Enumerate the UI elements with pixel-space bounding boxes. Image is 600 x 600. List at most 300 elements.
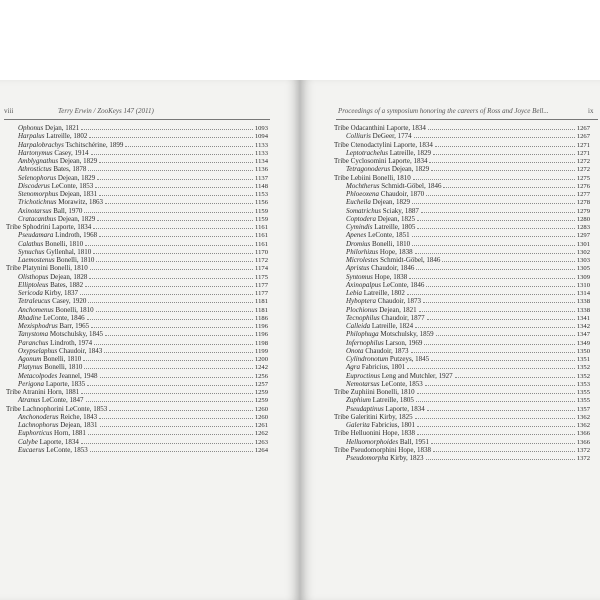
dot-leader: [89, 132, 252, 138]
toc-genus-name: Mochtherus: [346, 181, 380, 190]
dot-leader: [105, 198, 253, 204]
toc-page-number: 1279: [576, 207, 590, 215]
toc-entry-author: Ball, 1970: [53, 206, 83, 215]
toc-genus-entry: [0, 124, 268, 132]
toc-genus-entry: [334, 215, 590, 223]
toc-page-number: 1352: [576, 364, 590, 372]
toc-page-number: 1280: [576, 215, 590, 223]
dot-leader: [429, 157, 574, 163]
toc-entry-name: [334, 223, 415, 231]
toc-entry-author: Latreille, 1802: [363, 289, 405, 297]
dot-leader: [431, 355, 575, 361]
toc-genus-entry: [0, 157, 268, 165]
toc-genus-name: Trichotichnus: [18, 198, 57, 207]
toc-entry-author: Leng and Mutchler, 1927: [381, 371, 453, 380]
toc-entry-name: [334, 355, 429, 363]
toc-page-number: 1310: [576, 281, 590, 289]
dot-leader: [91, 149, 254, 155]
toc-tribe-entry: [334, 388, 590, 396]
toc-entry-author: Tribe Cyclosomini Laporte, 1834: [334, 157, 428, 165]
toc-entry-author: Tribe Zuphiini Bonelli, 1810: [334, 388, 415, 396]
dot-leader: [412, 240, 575, 246]
toc-genus-entry: [0, 322, 268, 330]
toc-genus-name: Euphorticus: [18, 429, 53, 438]
dot-leader: [415, 322, 575, 328]
dot-leader: [442, 256, 574, 262]
toc-entry-name: [0, 174, 95, 182]
right-running-header: Proceedings of a symposium honoring the careers of Ross and Joyce Bell...: [338, 107, 549, 115]
toc-entry-author: Morawitz, 1863: [58, 198, 103, 207]
toc-page-number: 1148: [255, 182, 268, 190]
left-toc-list: [0, 124, 268, 454]
toc-genus-entry: [0, 372, 268, 380]
toc-page-number: 1259: [254, 397, 268, 405]
toc-entry-name: [334, 141, 433, 149]
toc-entry-author: Dejan, 1821: [45, 124, 80, 132]
toc-entry-name: [334, 322, 413, 330]
toc-genus-entry: [0, 347, 268, 355]
toc-page-number: 1242: [254, 364, 268, 372]
toc-page-number: 1260: [254, 405, 268, 413]
toc-page-number: 1301: [576, 240, 590, 248]
toc-entry-name: [334, 314, 425, 322]
toc-page-number: 1161: [255, 240, 268, 248]
toc-genus-entry: [0, 174, 268, 182]
left-header-rule: [4, 119, 270, 120]
toc-genus-name: Hartonymus: [18, 148, 53, 157]
toc-page-number: 1133: [255, 149, 268, 157]
toc-genus-name: Pseudomorpha: [346, 454, 389, 462]
toc-entry-name: [334, 429, 415, 437]
toc-genus-name: Philophuga: [346, 330, 379, 339]
toc-entry-author: LeConte, 1851: [367, 231, 410, 240]
toc-genus-name: Cymindis: [346, 223, 373, 231]
dot-leader: [80, 289, 253, 295]
toc-genus-entry: [334, 297, 590, 305]
toc-entry-author: Chaudoir, 1843: [59, 346, 103, 355]
toc-entry-author: Tribe Lachnophorini LeConte, 1853: [6, 404, 108, 413]
toc-genus-name: Mexisphodrus: [18, 322, 58, 330]
toc-genus-name: Calybe: [18, 437, 38, 446]
dot-leader: [417, 421, 575, 427]
dot-leader: [416, 396, 575, 402]
toc-entry-author: LeConte, 1853: [381, 379, 423, 388]
toc-entry-name: [334, 182, 441, 190]
toc-page-number: 1303: [576, 257, 590, 264]
toc-entry-author: Chaudoir, 1846: [371, 264, 415, 273]
toc-entry-name: [0, 438, 79, 446]
toc-entry-name: [334, 149, 431, 157]
toc-entry-author: Dejean, 1828: [50, 272, 88, 281]
toc-entry-author: Chaudoir, 1877: [381, 313, 425, 322]
dot-leader: [93, 248, 253, 254]
toc-genus-name: Synuchus: [18, 247, 45, 256]
toc-entry-author: LeConte, 1846: [382, 280, 425, 289]
toc-genus-name: Infernophilus: [346, 338, 384, 347]
toc-page-number: 1161: [255, 224, 268, 231]
toc-entry-author: Gyllenhal, 1810: [46, 247, 92, 256]
toc-genus-entry: [334, 347, 590, 355]
toc-page-number: 1366: [576, 438, 590, 446]
toc-entry-name: [0, 413, 97, 421]
toc-entry-author: Lindroth, 1968: [55, 231, 98, 240]
toc-entry-name: [334, 438, 429, 446]
toc-genus-entry: [0, 273, 268, 281]
toc-page-number: 1347: [576, 331, 590, 339]
toc-genus-name: Pseudamara: [18, 231, 54, 240]
toc-genus-entry: [334, 306, 590, 314]
toc-genus-name: Selenophorus: [18, 173, 57, 182]
toc-page-number: 1133: [255, 141, 268, 149]
toc-genus-entry: [0, 289, 268, 297]
dot-leader: [435, 141, 575, 147]
toc-entry-name: [334, 174, 411, 182]
toc-entry-name: [334, 215, 415, 223]
toc-entry-name: [334, 132, 412, 140]
toc-genus-name: Harpalus: [18, 132, 45, 141]
toc-genus-entry: [0, 141, 268, 149]
toc-page-number: 1355: [576, 397, 590, 405]
toc-entry-name: [334, 396, 414, 404]
toc-genus-entry: [0, 314, 268, 322]
dot-leader: [428, 124, 575, 130]
dot-leader: [96, 256, 253, 262]
toc-genus-entry: [334, 454, 590, 462]
dot-leader: [125, 141, 253, 147]
toc-genus-entry: [0, 413, 268, 421]
right-toc-list: [334, 124, 590, 462]
toc-genus-entry: [0, 132, 268, 140]
toc-tribe-entry: [334, 124, 590, 132]
toc-entry-author: Fabricius, 1801: [371, 421, 416, 429]
dot-leader: [88, 297, 253, 303]
toc-genus-name: Pseudaptinus: [346, 404, 384, 413]
toc-entry-author: Kirby, 1823: [390, 454, 424, 462]
toc-page-number: 1350: [576, 347, 590, 355]
toc-genus-entry: [334, 405, 590, 413]
toc-entry-author: Kirby, 1837: [44, 289, 79, 297]
toc-entry-author: Bates, 1882: [50, 280, 84, 289]
toc-entry-name: [334, 289, 405, 297]
dot-leader: [88, 429, 253, 435]
right-page-number: ix: [588, 107, 594, 115]
toc-entry-name: [334, 273, 407, 281]
toc-genus-entry: [0, 198, 268, 206]
toc-tribe-entry: [334, 157, 590, 165]
toc-entry-author: Dejean, 1829: [57, 173, 96, 182]
toc-entry-author: Schmidt-Göbel, 1846: [381, 181, 442, 190]
toc-genus-name: Rhadine: [18, 313, 42, 322]
toc-genus-entry: [0, 363, 268, 371]
toc-genus-entry: [334, 273, 590, 281]
toc-entry-author: LeConte, 1853: [51, 181, 94, 190]
toc-entry-author: Motschulsky, 1859: [380, 330, 434, 339]
toc-tribe-entry: [334, 446, 590, 454]
toc-page-number: 1181: [255, 306, 268, 314]
dot-leader: [425, 380, 575, 386]
dot-leader: [94, 339, 253, 345]
toc-entry-author: Reiche, 1843: [60, 412, 98, 421]
toc-entry-author: Larson, 1969: [385, 338, 423, 347]
toc-page-number: 1170: [255, 248, 268, 256]
toc-page-number: 1353: [576, 380, 590, 388]
toc-genus-name: Onota: [346, 346, 364, 355]
toc-entry-author: Bonelli, 1810: [55, 305, 94, 314]
toc-entry-author: Tribe Odacanthini Laporte, 1834: [334, 124, 426, 132]
dot-leader: [100, 372, 253, 378]
toc-entry-name: [0, 421, 98, 429]
toc-genus-entry: [334, 421, 590, 429]
toc-entry-name: [334, 454, 424, 462]
toc-page-number: 1159: [255, 215, 268, 223]
toc-entry-name: [0, 405, 107, 413]
toc-page-number: 1134: [255, 158, 268, 165]
toc-entry-author: Lindroth, 1974: [50, 338, 93, 347]
toc-entry-author: Tribe Ctenodactylini Laporte, 1834: [334, 140, 433, 149]
toc-genus-name: Oxypselaphus: [18, 346, 58, 355]
toc-page-number: 1136: [255, 166, 268, 174]
toc-page-number: 1351: [576, 356, 590, 363]
dot-leader: [407, 363, 575, 369]
toc-genus-entry: [334, 182, 590, 190]
dot-leader: [411, 347, 575, 353]
toc-genus-entry: [334, 231, 590, 239]
toc-entry-name: [334, 421, 415, 429]
toc-entry-author: Dejean, 1831: [59, 190, 98, 198]
toc-entry-name: [334, 405, 425, 413]
toc-entry-author: Tribe Lebiini Bonelli, 1810: [334, 173, 411, 182]
toc-page-number: 1175: [255, 273, 268, 281]
dot-leader: [96, 306, 253, 312]
toc-entry-name: [0, 446, 88, 454]
toc-page-number: 1267: [576, 133, 590, 141]
toc-genus-name: Calleida: [346, 322, 371, 330]
dot-leader: [426, 190, 575, 196]
toc-genus-entry: [334, 207, 590, 215]
toc-entry-name: [334, 198, 410, 206]
toc-genus-entry: [0, 281, 268, 289]
toc-genus-entry: [334, 355, 590, 363]
dot-leader: [412, 198, 575, 204]
toc-entry-author: LeConte, 1853: [46, 445, 88, 454]
toc-genus-entry: [334, 363, 590, 371]
toc-genus-name: Agonum: [18, 355, 42, 363]
toc-entry-name: [0, 248, 91, 256]
toc-page-number: 1172: [255, 257, 268, 264]
toc-entry-author: Motschulsky, 1845: [49, 330, 104, 339]
toc-page-number: 1094: [254, 133, 268, 141]
toc-entry-author: Tribe Galeritini Kirby, 1825: [334, 412, 413, 421]
dot-leader: [431, 165, 575, 171]
toc-genus-entry: [0, 231, 268, 239]
toc-genus-entry: [0, 396, 268, 404]
toc-genus-entry: [0, 149, 268, 157]
toc-genus-entry: [0, 256, 268, 264]
toc-entry-name: [334, 256, 440, 264]
toc-entry-author: Barr, 1965: [59, 322, 90, 330]
toc-entry-author: Tribe Helluonini Hope, 1838: [334, 429, 416, 438]
toc-page-number: 1275: [576, 174, 590, 182]
toc-page-number: 1093: [254, 125, 268, 132]
toc-entry-name: [0, 347, 102, 355]
toc-entry-name: [334, 446, 431, 454]
toc-page-number: 1362: [576, 422, 590, 429]
toc-tribe-entry: [0, 405, 268, 413]
toc-genus-name: Axinopalpus: [346, 280, 381, 289]
toc-genus-name: Laemostenus: [18, 256, 55, 264]
toc-genus-entry: [334, 165, 590, 173]
toc-genus-name: Agra: [346, 363, 360, 372]
dot-leader: [81, 438, 253, 444]
toc-genus-name: Somatrichus: [346, 206, 381, 215]
dot-leader: [105, 330, 253, 336]
toc-genus-name: Dromius: [346, 239, 371, 248]
toc-genus-entry: [334, 190, 590, 198]
dot-leader: [417, 429, 575, 435]
dot-leader: [97, 215, 253, 221]
toc-entry-author: Dejean, 1821: [379, 305, 417, 314]
toc-genus-name: Anchomenus: [18, 305, 54, 314]
toc-genus-name: Tetraleucus: [18, 297, 51, 306]
dot-leader: [413, 174, 575, 180]
toc-genus-name: Cratacanthus: [18, 214, 57, 223]
toc-entry-name: [0, 215, 95, 223]
toc-entry-author: Dejean, 1829: [372, 198, 410, 207]
toc-page-number: 1186: [255, 314, 268, 322]
toc-genus-name: Nemotarsus: [346, 379, 380, 388]
toc-genus-name: Euproctinus: [346, 371, 380, 380]
toc-entry-author: LeConte, 1847: [41, 396, 84, 405]
dot-leader: [433, 149, 575, 155]
toc-genus-entry: [0, 165, 268, 173]
toc-genus-name: Cylindronotum: [346, 355, 389, 363]
toc-entry-name: [0, 429, 86, 437]
toc-entry-author: Tribe Platynini Bonelli, 1810: [6, 264, 88, 273]
toc-entry-author: DeGeer, 1774: [372, 132, 412, 141]
dot-leader: [416, 264, 574, 270]
dot-leader: [81, 124, 253, 130]
toc-entry-name: [334, 240, 410, 248]
dot-leader: [91, 322, 253, 328]
toc-entry-author: Dejean, 1829: [57, 214, 96, 223]
toc-genus-entry: [334, 339, 590, 347]
toc-genus-entry: [334, 314, 590, 322]
toc-genus-entry: [334, 330, 590, 338]
toc-entry-author: Tschitschérine, 1899: [65, 140, 124, 149]
toc-page-number: 1177: [255, 290, 268, 297]
toc-entry-author: LeConte, 1846: [43, 313, 85, 322]
toc-genus-entry: [0, 240, 268, 248]
toc-genus-entry: [0, 438, 268, 446]
toc-entry-author: Dejean, 1829: [59, 157, 98, 165]
toc-genus-name: Sericoda: [18, 289, 43, 297]
toc-entry-author: Jeannel, 1948: [59, 371, 98, 380]
toc-entry-name: [0, 132, 87, 140]
toc-entry-author: Putzeys, 1845: [389, 355, 430, 363]
toc-genus-name: Tanystoma: [18, 330, 49, 339]
toc-entry-name: [0, 322, 89, 330]
dot-leader: [87, 380, 253, 386]
toc-entry-name: [0, 240, 83, 248]
dot-leader: [412, 231, 575, 237]
toc-genus-name: Axinotarsus: [18, 206, 52, 215]
toc-page-number: 1196: [255, 331, 268, 339]
toc-page-number: 1159: [255, 207, 268, 215]
dot-leader: [83, 355, 253, 361]
toc-genus-name: Syntomus: [346, 272, 373, 281]
toc-page-number: 1278: [576, 199, 590, 207]
toc-genus-name: Anchonoderus: [18, 412, 59, 421]
toc-entry-name: [334, 165, 429, 173]
toc-page-number: 1262: [254, 430, 268, 438]
dot-leader: [415, 413, 575, 419]
toc-genus-name: Tecnophilus: [346, 313, 380, 322]
toc-entry-name: [0, 223, 91, 231]
right-header-rule: [336, 119, 598, 120]
toc-entry-name: [0, 281, 83, 289]
toc-entry-name: [0, 149, 89, 157]
dot-leader: [414, 132, 575, 138]
dot-leader: [415, 248, 575, 254]
toc-page-number: 1305: [576, 265, 590, 273]
toc-page-number: 1271: [576, 141, 590, 149]
toc-page-number: 1153: [255, 191, 268, 198]
toc-page-number: 1196: [255, 323, 268, 330]
toc-entry-author: Tribe Atranini Horn, 1881: [6, 388, 80, 396]
dot-leader: [426, 281, 574, 287]
dot-leader: [433, 446, 575, 452]
toc-page-number: 1259: [254, 389, 268, 396]
toc-page-number: 1372: [576, 446, 590, 454]
toc-entry-name: [334, 306, 417, 314]
toc-page-number: 1271: [576, 149, 590, 157]
toc-entry-author: Laporte, 1835: [45, 379, 86, 388]
toc-entry-author: Bonelli, 1810: [44, 363, 83, 372]
toc-page-number: 1181: [255, 298, 268, 306]
toc-entry-name: [0, 231, 97, 239]
toc-page-number: 1272: [576, 158, 590, 165]
dot-leader: [99, 413, 253, 419]
toc-entry-name: [0, 355, 81, 363]
dot-leader: [99, 231, 253, 237]
toc-entry-author: Latreille, 1805: [372, 396, 414, 405]
dot-leader: [426, 454, 575, 460]
dot-leader: [99, 190, 253, 196]
toc-genus-name: Elliptoleus: [18, 280, 49, 289]
toc-entry-name: [334, 372, 453, 380]
dot-leader: [431, 438, 575, 444]
toc-entry-name: [334, 380, 423, 388]
dot-leader: [443, 182, 574, 188]
dot-leader: [417, 223, 574, 229]
toc-genus-name: Metacolpodes: [18, 371, 58, 380]
toc-page-number: 1338: [576, 298, 590, 306]
toc-genus-entry: [334, 438, 590, 446]
toc-entry-author: Bonelli, 1810: [372, 239, 411, 248]
toc-genus-name: Zuphium: [346, 396, 371, 405]
dot-leader: [90, 264, 253, 270]
toc-entry-author: Latreille, 1829: [389, 148, 431, 157]
left-running-header: Terry Erwin / ZooKeys 147 (2011): [58, 107, 154, 115]
toc-entry-name: [0, 289, 78, 297]
dot-leader: [97, 174, 253, 180]
toc-entry-author: Chaudoir, 1870: [380, 190, 425, 198]
toc-page-number: 1198: [255, 339, 268, 347]
toc-tribe-entry: [0, 264, 268, 272]
toc-genus-entry: [334, 281, 590, 289]
toc-genus-name: Coptodera: [346, 214, 376, 223]
toc-entry-name: [334, 363, 405, 371]
